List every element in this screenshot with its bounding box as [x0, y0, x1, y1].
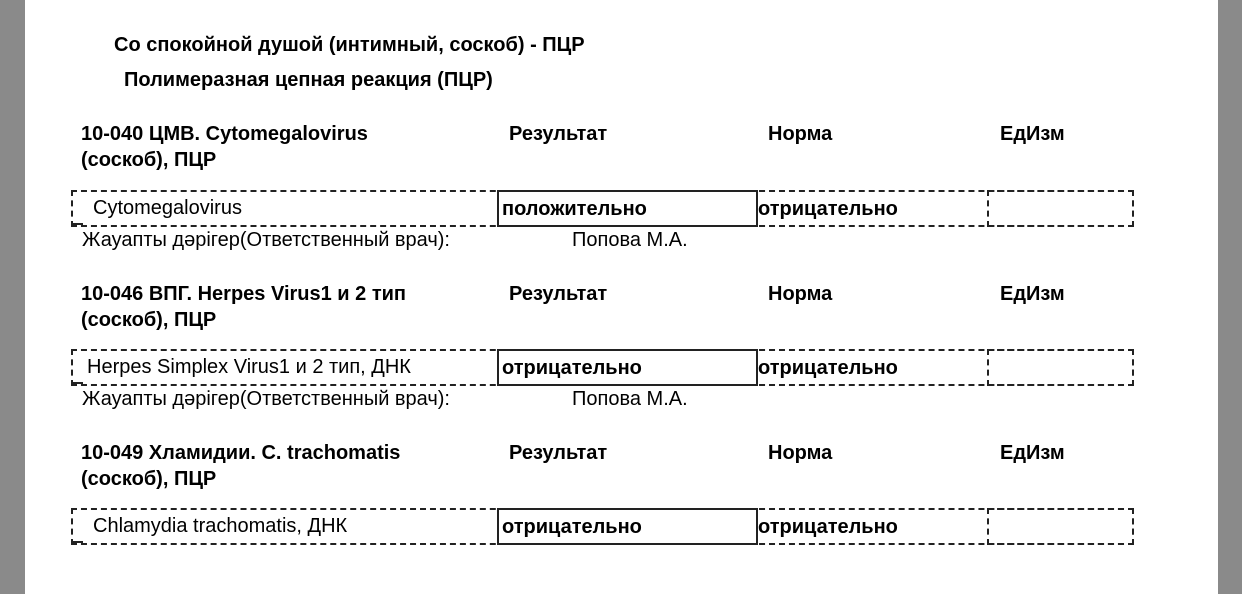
test-name-line2: (соскоб), ПЦР [81, 309, 217, 331]
norm-value: отрицательно [758, 198, 898, 220]
unit-cell [987, 190, 1134, 227]
test-name-line1: 10-049 Хламидии. C. trachomatis [81, 442, 401, 464]
norm-header: Норма [768, 442, 833, 464]
row-marker [71, 223, 83, 225]
analyte-name: Chlamydia trachomatis, ДНК [93, 515, 348, 537]
test-name-line1: 10-046 ВПГ. Herpes Virus1 и 2 тип [81, 283, 407, 305]
test-name-line2: (соскоб), ПЦР [81, 468, 217, 490]
result-header: Результат [509, 283, 608, 305]
result-header: Результат [509, 442, 608, 464]
unit-header: ЕдИзм [1000, 283, 1065, 305]
document-page [25, 0, 1218, 594]
test-name [81, 281, 406, 333]
unit-cell [987, 508, 1134, 545]
test-name-line2: (соскоб), ПЦР [81, 149, 217, 171]
test-name [81, 121, 368, 173]
document-title: Со спокойной душой (интимный, соскоб) - ПЦР [114, 34, 585, 56]
result-value: положительно [502, 198, 647, 220]
doctor-label: Жауапты дәрігер(Ответственный врач): [82, 388, 450, 410]
norm-header: Норма [768, 123, 833, 145]
result-header: Результат [509, 123, 608, 145]
unit-header: ЕдИзм [1000, 123, 1065, 145]
doctor-name: Попова М.А. [572, 388, 688, 410]
unit-header: ЕдИзм [1000, 442, 1065, 464]
doctor-name: Попова М.А. [572, 229, 688, 251]
test-name [81, 440, 400, 492]
row-marker [71, 382, 83, 384]
norm-header: Норма [768, 283, 833, 305]
analyte-name: Herpes Simplex Virus1 и 2 тип, ДНК [87, 356, 411, 378]
unit-cell [987, 349, 1134, 386]
result-value: отрицательно [502, 357, 642, 379]
norm-value: отрицательно [758, 357, 898, 379]
result-value: отрицательно [502, 516, 642, 538]
analyte-name: Cytomegalovirus [93, 197, 242, 219]
document-subtitle: Полимеразная цепная реакция (ПЦР) [124, 69, 493, 91]
test-name-line1: 10-040 ЦМВ. Cytomegalovirus [81, 123, 368, 145]
norm-value: отрицательно [758, 516, 898, 538]
doctor-label: Жауапты дәрігер(Ответственный врач): [82, 229, 450, 251]
row-marker [71, 541, 83, 543]
